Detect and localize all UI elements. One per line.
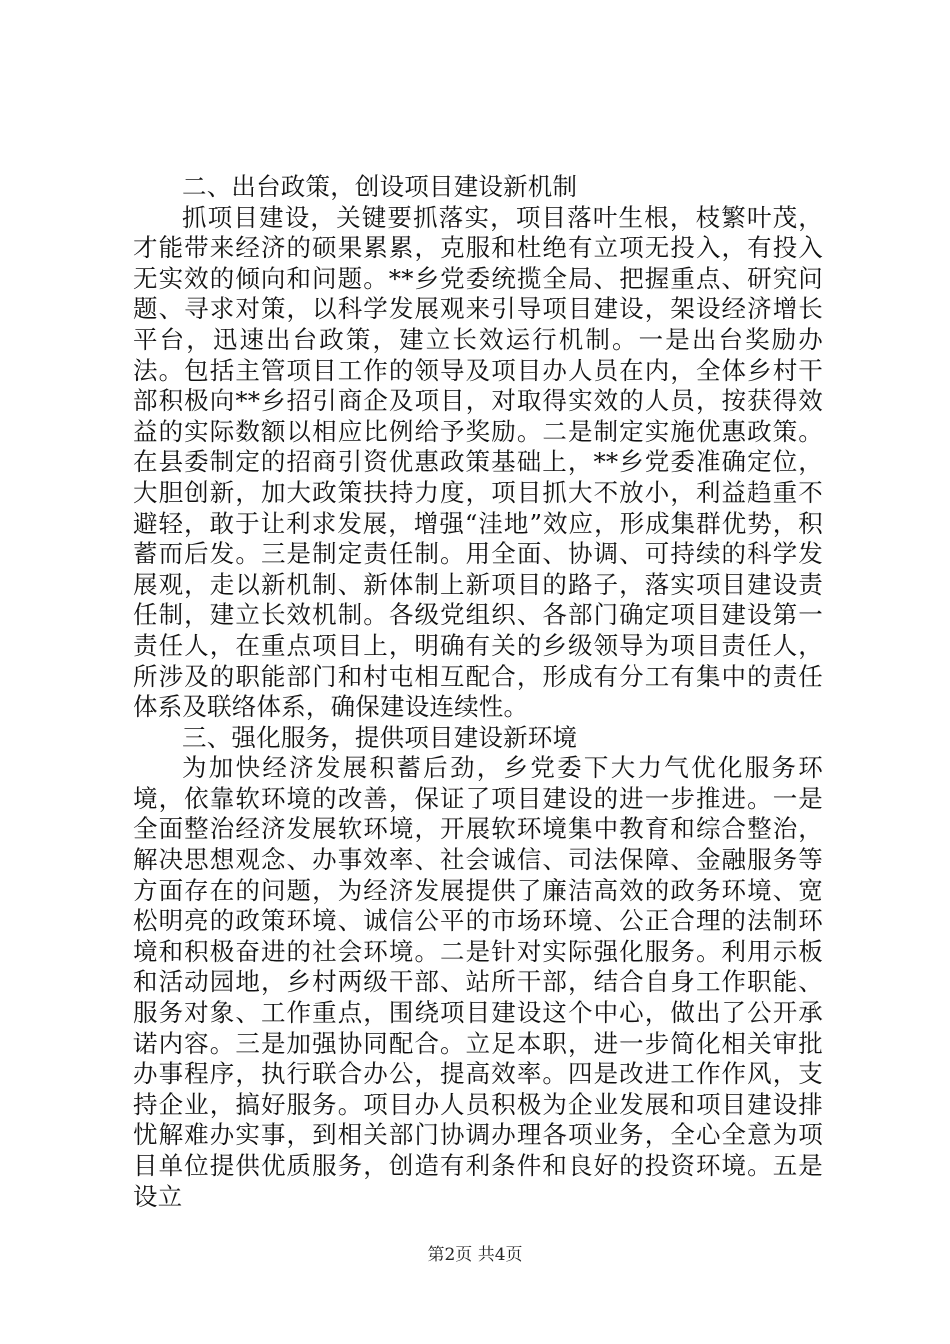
- page-footer: 第2页 共4页: [427, 1245, 523, 1265]
- section-heading-3: 三、强化服务，提供项目建设新环境: [182, 722, 578, 752]
- section-paragraph-3: 为加快经济发展积蓄后劲，乡党委下大力气优化服务环境，依靠软环境的改善，保证了项目建设的进一步推进。一是全面整治经济发展软环境，开展软环境集中教育和综合整治，解决思想观念、办事效率、社会诚信、司法保障、金融服务等方面存在的问题，为经济发展提供了廉洁高效的政务环境、宽松明亮的政策环境、诚信公平的市场环境、公正合理的法制环境和积极奋进的社会环境。二是针对实际强化服务。利用示板和活动园地，乡村两级干部、站所干部，结合自身工作职能、服务对象、工作重点，围绕项目建设这个中心，做出了公开承诺内容。三是加强协同配合。立足本职，进一步简化相关审批办事程序，执行联合办公，提高效率。四是改进工作作风，支持企业，搞好服务。项目办人员积极为企业发展和项目建设排忧解难办实事，到相关部门协调办理各项业务，全心全意为项目单位提供优质服务，创造有利条件和良好的投资环境。五是设立: [133, 753, 823, 1211]
- document-body: [133, 172, 823, 1212]
- section-heading-2: 二、出台政策，创设项目建设新机制: [182, 172, 578, 201]
- section-paragraph-2: 抓项目建设，关键要抓落实，项目落叶生根，枝繁叶茂，才能带来经济的硕果累累，克服和杜绝有立项无投入，有投入无实效的倾向和问题。**乡党委统揽全局、把握重点、研究问题、寻求对策，以科学发展观来引导项目建设，架设经济增长平台，迅速出台政策，建立长效运行机制。一是出台奖励办法。包括主管项目工作的领导及项目办人员在内，全体乡村干部积极向**乡招引商企及项目，对取得实效的人员，按获得效益的实际数额以相应比例给予奖励。二是制定实施优惠政策。在县委制定的招商引资优惠政策基础上，**乡党委准确定位，大胆创新，加大政策扶持力度，项目抓大不放小，利益趋重不避轻，敢于让利求发展，增强“洼地”效应，形成集群优势，积蓄而后发。三是制定责任制。用全面、协调、可持续的科学发展观，走以新机制、新体制上新项目的路子，落实项目建设责任制，建立长效机制。各级党组织、各部门确定项目建设第一责任人，在重点项目上，明确有关的乡级领导为项目责任人，所涉及的职能部门和村屯相互配合，形成有分工有集中的责任体系及联络体系，确保建设连续性。: [133, 202, 823, 722]
